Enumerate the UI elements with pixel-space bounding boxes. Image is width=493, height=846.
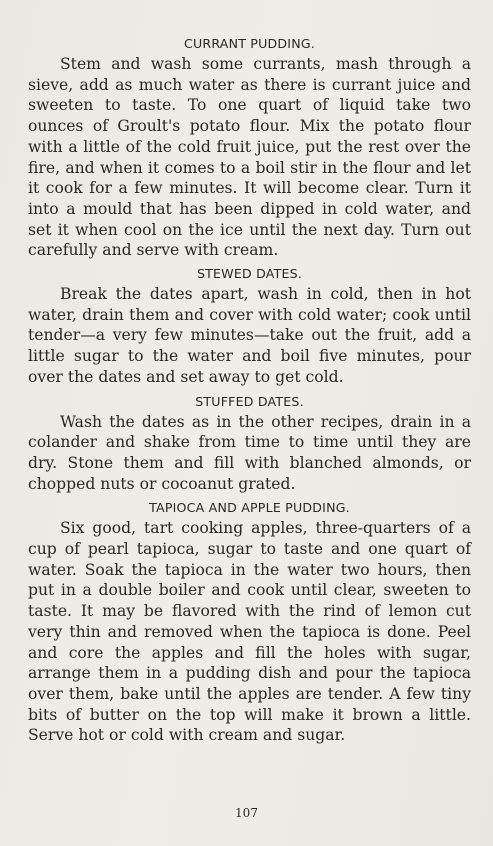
recipe-title: STUFFED DATES. [195, 393, 304, 409]
recipe-stewed-dates [28, 264, 471, 388]
page-number: 107 [235, 806, 258, 820]
recipe-title: STEWED DATES. [196, 266, 303, 282]
recipe-body: Break the dates apart, wash in cold, then in hot water, drain them and cover with cold water; cook until tender—a very few minutes—take out the fruit, add a little sugar to the water and boil five minutes, pour over the dates and set away to get cold. [28, 285, 471, 386]
recipe-body: Stem and wash some currants, mash through a sieve, add as much water as there is currant juice and sweeten to taste. To one quart of liquid take two ounces of Groult's potato flour. Mix the potato flour with a little of the cold fruit juice, put the rest over the fire, and when it comes to a boil stir in the flour and let it cook for a few minutes. It will become clear. Turn it into a mould that has been dipped in cold water, and set it when cool on the ice until the next day. Turn out carefully and serve with cream. [28, 55, 471, 260]
recipe-title: CURRANT PUDDING. [183, 36, 316, 51]
recipe-body: Six good, tart cooking apples, three-quarters of a cup of pearl tapioca, sugar to taste and one quart of water. Soak the tapioca in the water two hours, then put in a double boiler and cook until clear, sweeten to taste. It may be flavored with the rind of lemon cut very thin and removed when the tapioca is done. Peel and core the apples and fill the holes with sugar, arrange them in a pudding dish and pour the tapioca over them, bake until the apples are tender. A few tiny bits of butter on the top will make it brown a little. Serve hot or cold with cream and sugar. [28, 519, 471, 745]
recipe-body: Wash the dates as in the other recipes, drain in a colander and shake from time to time until they are dry. Stone them and fill with blanched almonds, or chopped nuts or cocoanut grated. [28, 412, 471, 493]
recipe-stuffed-dates [28, 392, 471, 495]
recipe-tapioca-apple-pudding [28, 498, 471, 746]
recipe-currant-pudding [28, 34, 471, 261]
recipe-title: TAPIOCA AND APPLE PUDDING. [149, 500, 350, 516]
